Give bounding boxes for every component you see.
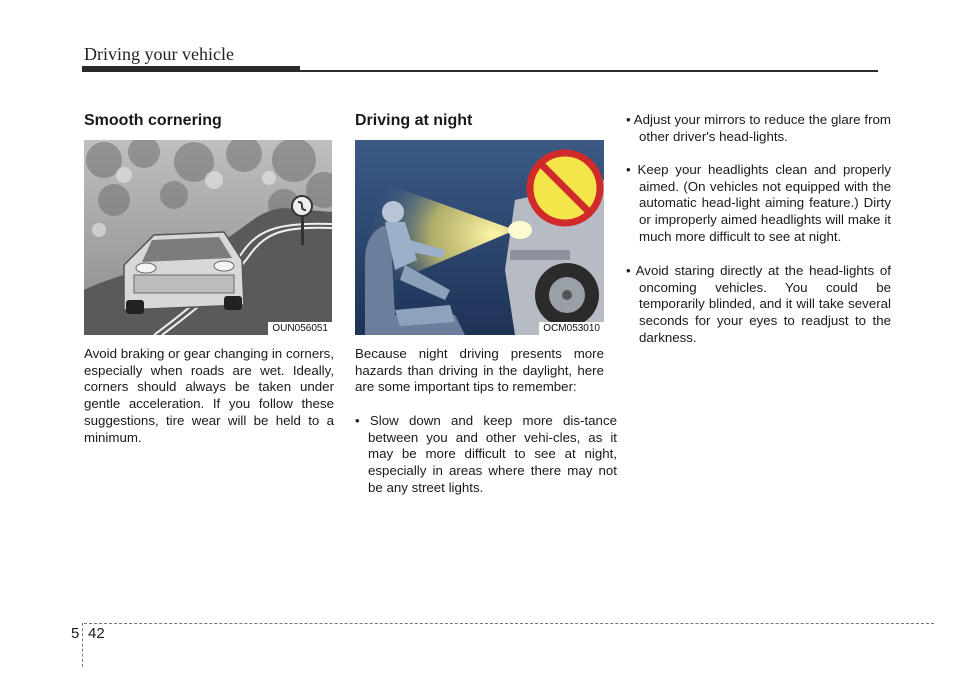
section-title-smooth-cornering: Smooth cornering: [84, 112, 222, 129]
night-driving-intro: Because night driving presents more hazards than driving in the daylight, here are some important tips to remember:: [355, 346, 604, 395]
night-tip-mirrors: • Adjust your mirrors to reduce the glare from other driver's head-lights.: [626, 112, 891, 144]
night-tip-avoid-staring: • Avoid staring directly at the head-lights of oncoming vehicles. You could be temporarily blinded, and it will take several seconds for your eyes to readjust to the darkness.: [626, 263, 891, 345]
header-rule-thin: [300, 70, 878, 72]
night-driving-illustration: [355, 140, 604, 335]
page-number: 42: [88, 625, 105, 642]
footer-divider: [82, 623, 83, 667]
smooth-cornering-paragraph: Avoid braking or gear changing in corners, especially when roads are wet. Ideally, corners should always be taken under gentle acceleration. If you follow these suggestions, tire wear will be held to a minimum.: [84, 346, 334, 445]
figure-code-ocm053010: OCM053010: [539, 322, 604, 335]
section-title-driving-at-night: Driving at night: [355, 112, 473, 129]
figure-code-oun056051: OUN056051: [268, 322, 332, 335]
chapter-number: 5: [71, 625, 80, 642]
night-tip-headlights: • Keep your headlights clean and properly aimed. (On vehicles not equipped with the automatic head-light aiming feature.) Dirty or improperly aimed headlights will make it much more difficult to see at night.: [626, 162, 891, 244]
headlight-glare-image: [355, 140, 604, 335]
header-rule-thick: [82, 66, 300, 72]
cornering-illustration: [84, 140, 332, 335]
running-header: Driving your vehicle: [84, 44, 234, 64]
night-tip-slow-down: • Slow down and keep more dis-tance between you and other vehi-cles, as it may be more difficult to see at night, especially in areas where there may not be any street lights.: [355, 413, 617, 495]
car-on-curve-image: [84, 140, 332, 335]
footer-rule: [84, 623, 934, 624]
